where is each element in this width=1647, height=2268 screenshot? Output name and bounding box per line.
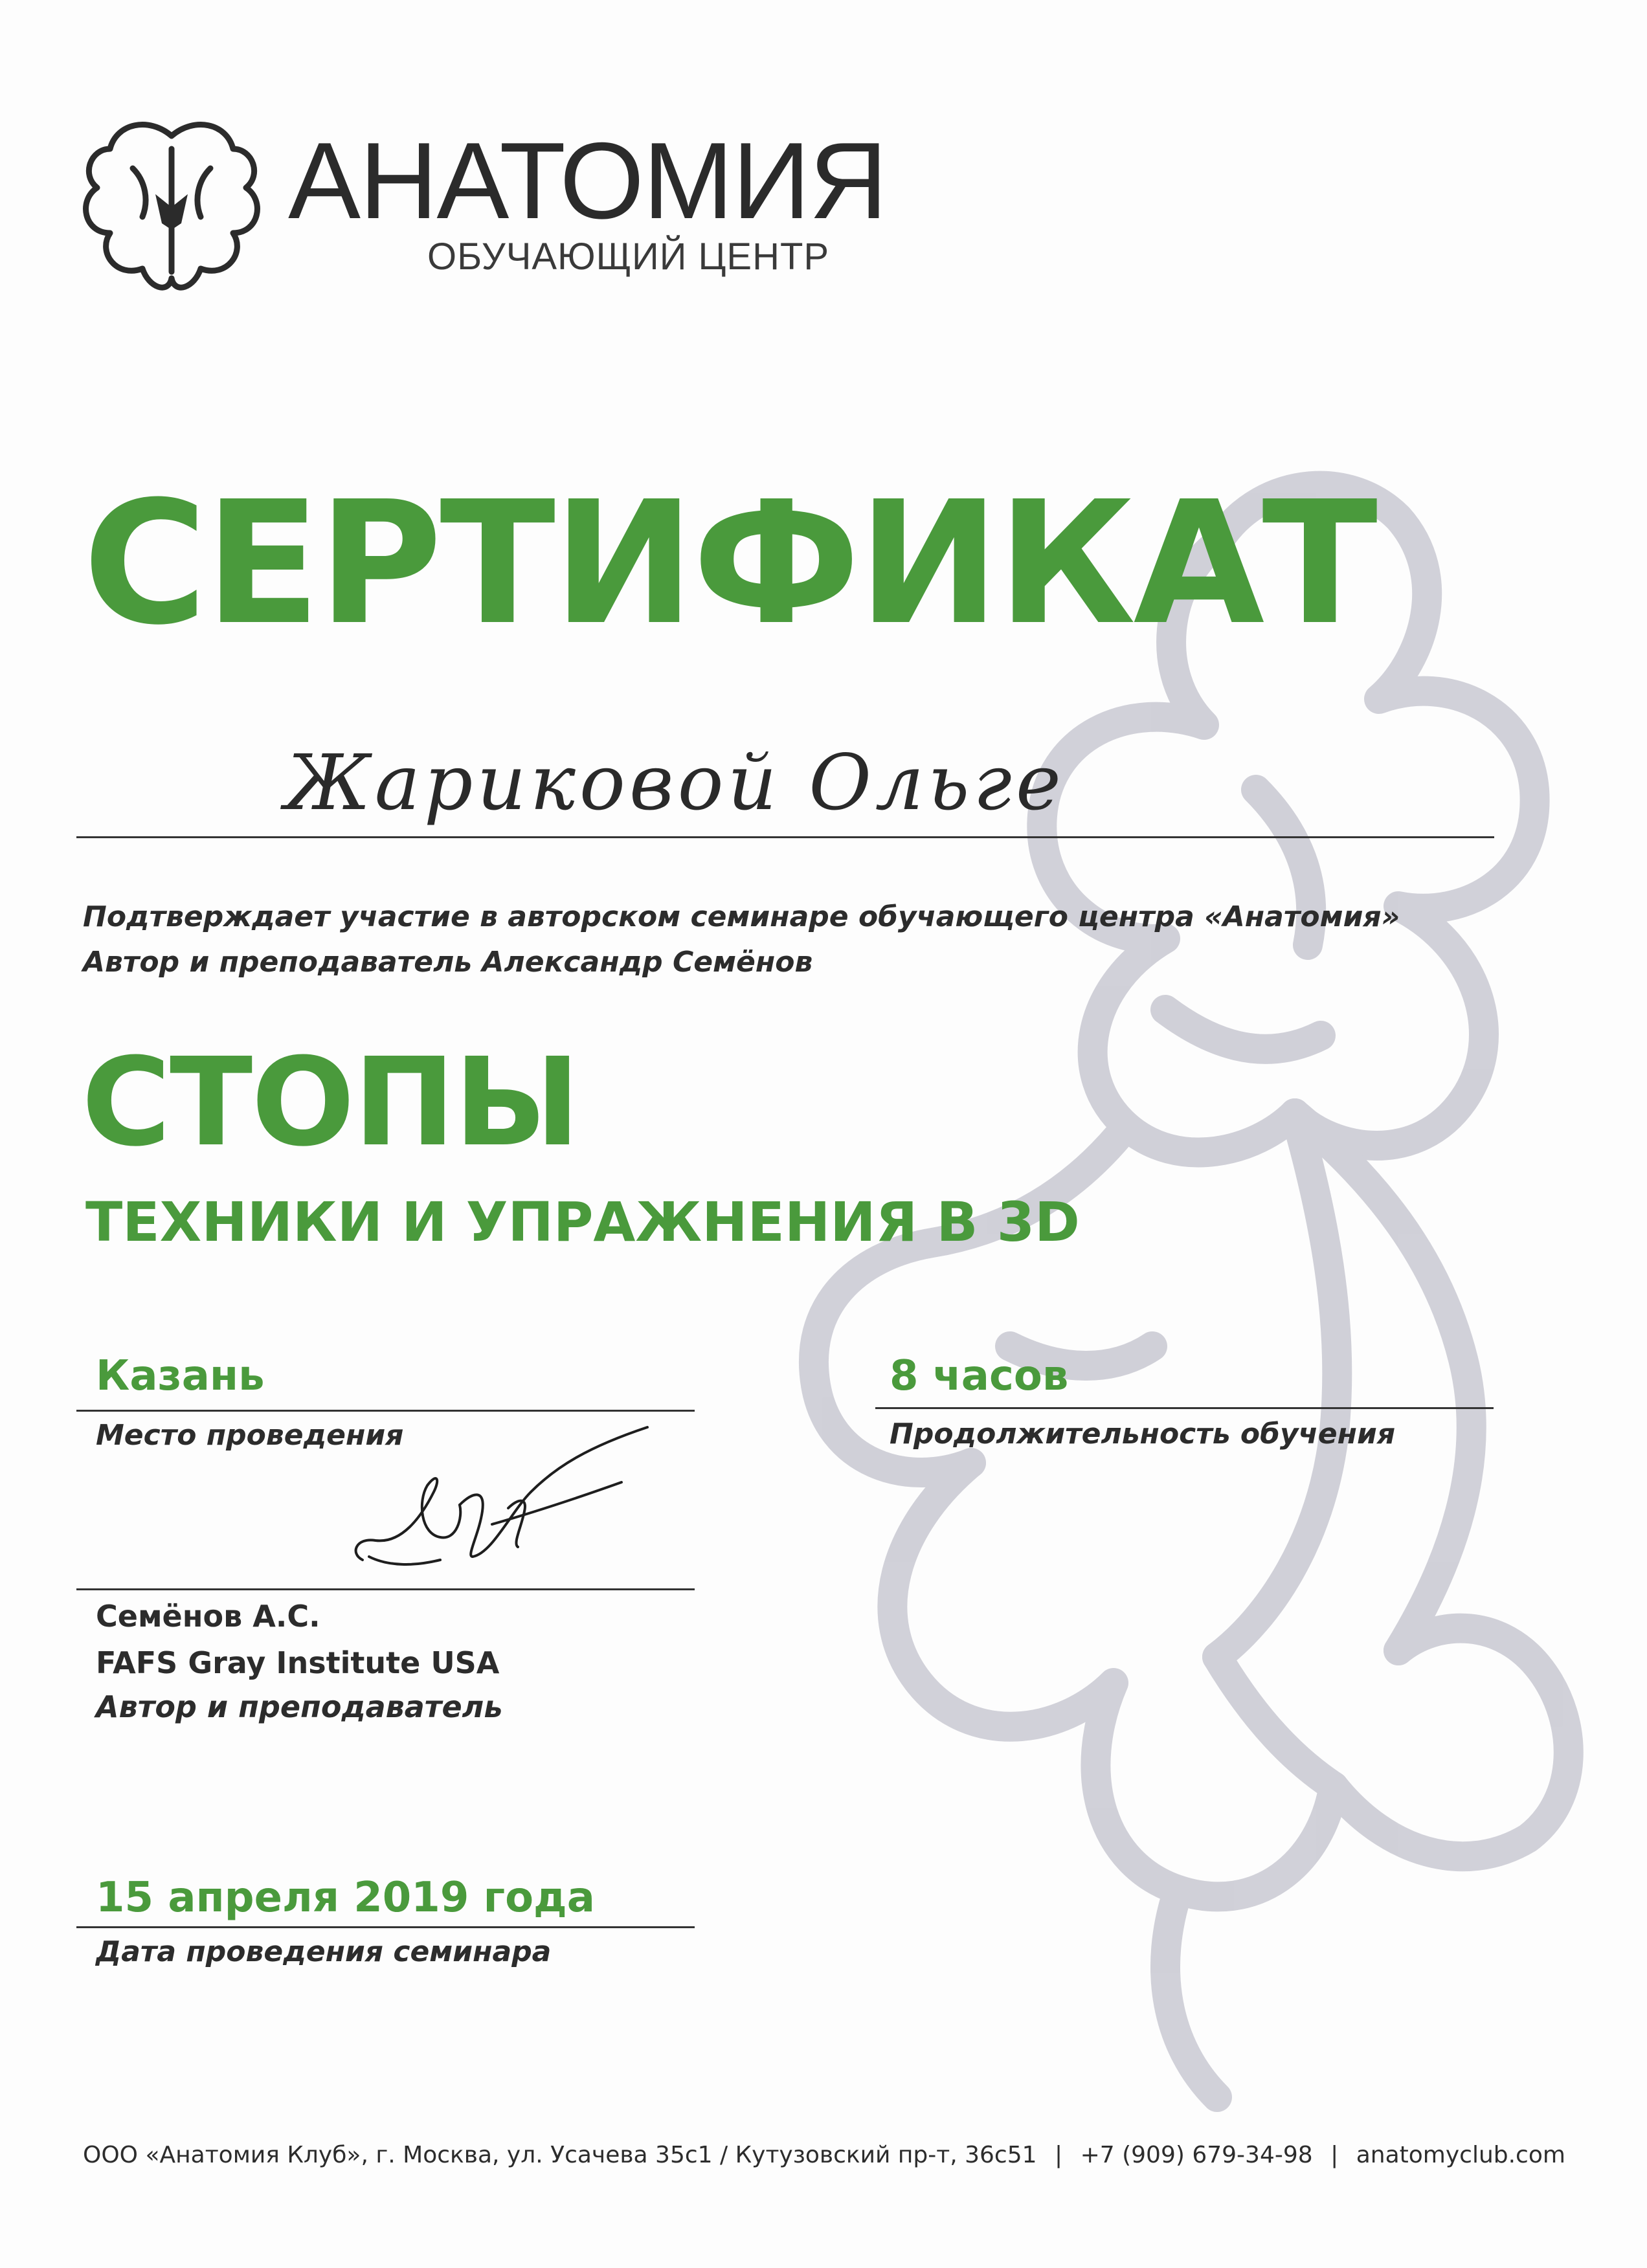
date-value: 15 апреля 2019 года (96, 1874, 595, 1922)
course-subtitle: ТЕХНИКИ И УПРАЖНЕНИЯ В 3D (85, 1190, 1080, 1254)
footer-address: ООО «Анатомия Клуб», г. Москва, ул. Усачева 35с1 / Кутузовский пр-т, 36с51 (83, 2142, 1037, 2168)
location-label: Место проведения (96, 1419, 404, 1452)
footer-separator: | (1330, 2142, 1339, 2168)
signature-underline (76, 1588, 695, 1590)
author-role: Автор и преподаватель (96, 1689, 503, 1724)
footer (83, 2144, 1565, 2167)
recipient-underline (76, 836, 1494, 838)
organization-subtitle: ОБУЧАЮЩИЙ ЦЕНТР (427, 236, 830, 278)
footer-website[interactable]: anatomyclub.com (1356, 2142, 1565, 2168)
recipient-name-handwritten: Жариковой Ольге (285, 738, 1065, 827)
date-underline (76, 1926, 695, 1928)
confirmation-line-2: Автор и преподаватель Александр Семёнов (83, 946, 813, 979)
confirmation-line-1: Подтверждает участие в авторском семинаре обучающего центра «Анатомия» (83, 900, 1400, 933)
organization-name: АНАТОМИЯ (288, 120, 887, 241)
location-value: Казань (96, 1352, 265, 1400)
author-affiliation: FAFS Gray Institute USA (96, 1645, 500, 1680)
duration-underline (875, 1407, 1494, 1409)
duration-label: Продолжительность обучения (890, 1418, 1396, 1451)
footer-separator: | (1054, 2142, 1063, 2168)
date-label: Дата проведения семинара (96, 1935, 552, 1968)
footer-phone: +7 (909) 679-34-98 (1080, 2142, 1313, 2168)
certificate-title: СЕРТИФИКАТ (83, 465, 1376, 662)
anatomy-logo-icon (71, 110, 272, 311)
author-signature-icon (343, 1421, 680, 1589)
background-ornament-icon (764, 427, 1606, 2175)
course-title: СТОПЫ (82, 1032, 579, 1173)
duration-value: 8 часов (890, 1352, 1069, 1400)
location-underline (76, 1410, 695, 1412)
confirmation-text (83, 895, 1400, 985)
author-name: Семёнов А.С. (96, 1599, 320, 1634)
